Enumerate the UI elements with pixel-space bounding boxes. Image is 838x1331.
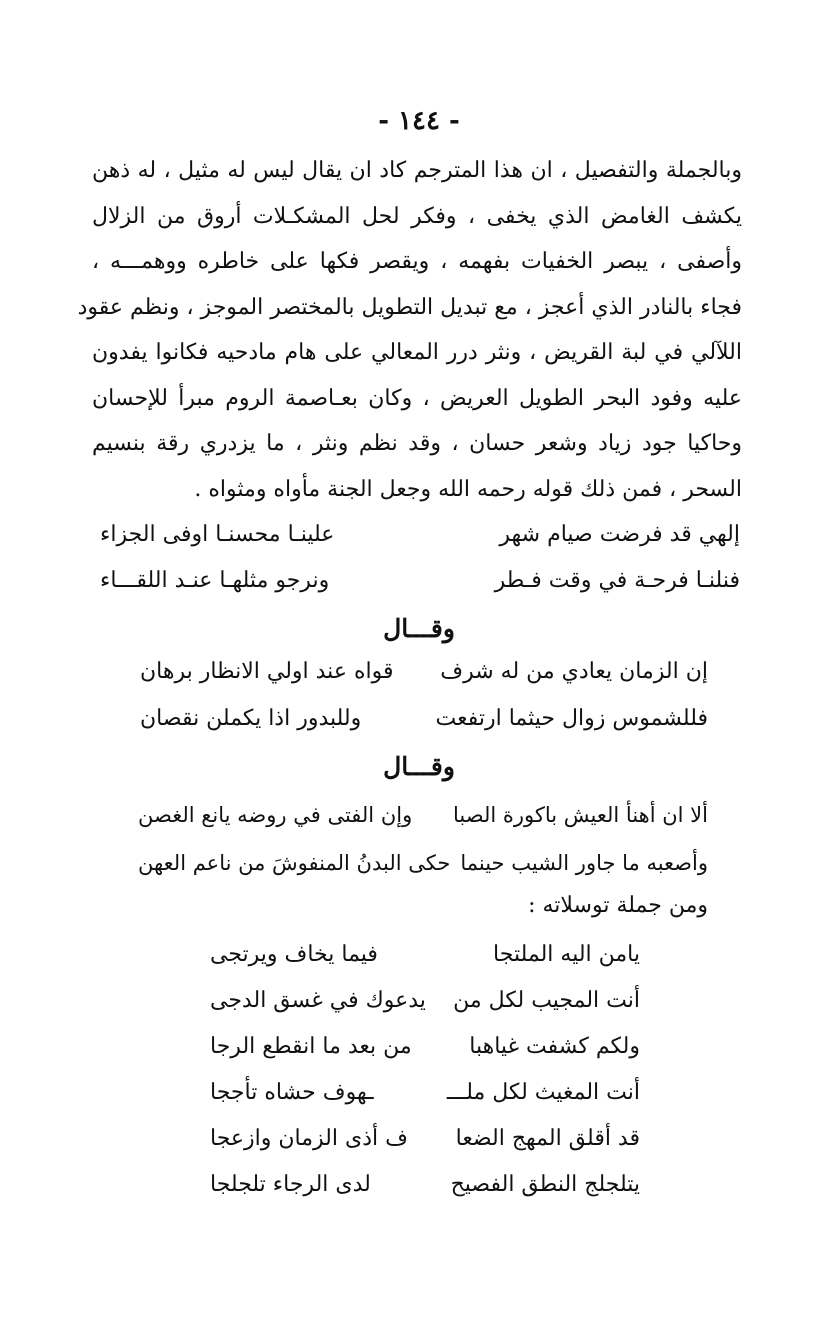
- prose-line: وبالجملة والتفصيل ، ان هذا المترجم كاد ان يقال ليس له مثيل ، له ذهن: [92, 158, 742, 183]
- verse-second-hemistich: حكى البدنُ المنفوشَ من ناعم العهن: [138, 851, 451, 875]
- page-number: - ١٤٤ -: [378, 106, 460, 136]
- poem-3: [138, 803, 708, 897]
- intro-line: ومن جملة توسلاته :: [528, 893, 708, 918]
- prose-line: فجاء بالنادر الذي أعجز ، مع تبديل التطويل بالمختصر الموجز ، ونظم عقود: [77, 294, 742, 320]
- verse-second-hemistich: فيما يخاف ويرتجى: [210, 942, 378, 967]
- verse-first-hemistich: ولكم كشفت غياهبا: [469, 1034, 640, 1059]
- verse-row: [210, 1172, 640, 1218]
- verse-row: [140, 706, 708, 752]
- verse-row: [210, 1126, 640, 1172]
- verse-second-hemistich: لدى الرجاء تلجلجا: [210, 1172, 371, 1197]
- verse-first-hemistich: وأصعبه ما جاور الشيب حينما: [460, 851, 708, 875]
- section-heading: وقـــال: [383, 614, 455, 643]
- verse-second-hemistich: ف أذى الزمان وازعجا: [210, 1126, 408, 1151]
- verse-second-hemistich: ـهوف حشاه تأججا: [210, 1080, 374, 1105]
- prose-paragraph: [77, 148, 742, 512]
- verse-row: [210, 1034, 640, 1080]
- verse-second-hemistich: يدعوك في غسق الدجى: [210, 988, 426, 1013]
- verse-second-hemistich: قواه عند اولي الانظار برهان: [140, 659, 394, 684]
- verse-row: [210, 988, 640, 1034]
- section-heading: وقـــال: [383, 752, 455, 781]
- prose-line: السحر ، فمن ذلك قوله رحمه الله وجعل الجنة مأواه ومثواه .: [194, 476, 742, 502]
- verse-row: [100, 522, 740, 568]
- verse-first-hemistich: قد أقلق المهج الضعا: [455, 1126, 640, 1151]
- verse-second-hemistich: من بعد ما انقطع الرجا: [210, 1034, 412, 1059]
- verse-row: [210, 942, 640, 988]
- verse-first-hemistich: فللشموس زوال حيثما ارتفعت: [435, 706, 708, 731]
- verse-row: [138, 851, 708, 897]
- poem-1: [100, 522, 740, 614]
- verse-first-hemistich: أنت المغيث لكل ملـــ: [446, 1080, 640, 1105]
- verse-row: [100, 568, 740, 614]
- poem-2: [140, 659, 708, 752]
- verse-first-hemistich: إلهي قد فرضت صيام شهر: [499, 522, 740, 547]
- verse-row: [138, 803, 708, 851]
- prose-line: يكشف الغامض الذي يخفى ، وفكر لحل المشكـلات أروق من الزلال: [92, 203, 742, 229]
- verse-first-hemistich: فنلنـا فرحـة في وقت فـطر: [494, 568, 740, 593]
- verse-first-hemistich: إن الزمان يعادي من له شرف: [440, 659, 708, 684]
- prose-line: وحاكيا جود زياد وشعر حسان ، وقد نظم ونثر ، ما يزدري رقة بنسيم: [92, 431, 742, 456]
- verse-second-hemistich: وللبدور اذا يكملن نقصان: [140, 706, 362, 731]
- verse-first-hemistich: ألا ان أهنأ العيش باكورة الصبا: [453, 803, 708, 827]
- verse-row: [140, 659, 708, 706]
- verse-second-hemistich: علينـا محسنـا اوفى الجزاء: [100, 522, 335, 547]
- verse-second-hemistich: وإن الفتى في روضه يانع الغصن: [138, 803, 413, 827]
- prose-line: وأصفى ، يبصر الخفيات بفهمه ، ويقصر فكها على خاطره ووهمـــه ،: [92, 249, 742, 274]
- verse-row: [210, 1080, 640, 1126]
- verse-second-hemistich: ونرجو مثلهـا عنـد اللقـــاء: [100, 568, 330, 593]
- verse-first-hemistich: يامن اليه الملتجا: [493, 942, 640, 967]
- verse-first-hemistich: يتلجلج النطق الفصيح: [450, 1172, 640, 1197]
- poem-4: [210, 942, 640, 1218]
- verse-first-hemistich: أنت المجيب لكل من: [453, 988, 640, 1013]
- prose-line: عليه وفود البحر الطويل العريض ، وكان بعـاصمة الروم مبرأ للإحسان: [92, 385, 742, 411]
- prose-line: اللآلي في لبة القريض ، ونثر درر المعالي على هام مادحيه فكانوا يفدون: [92, 340, 742, 365]
